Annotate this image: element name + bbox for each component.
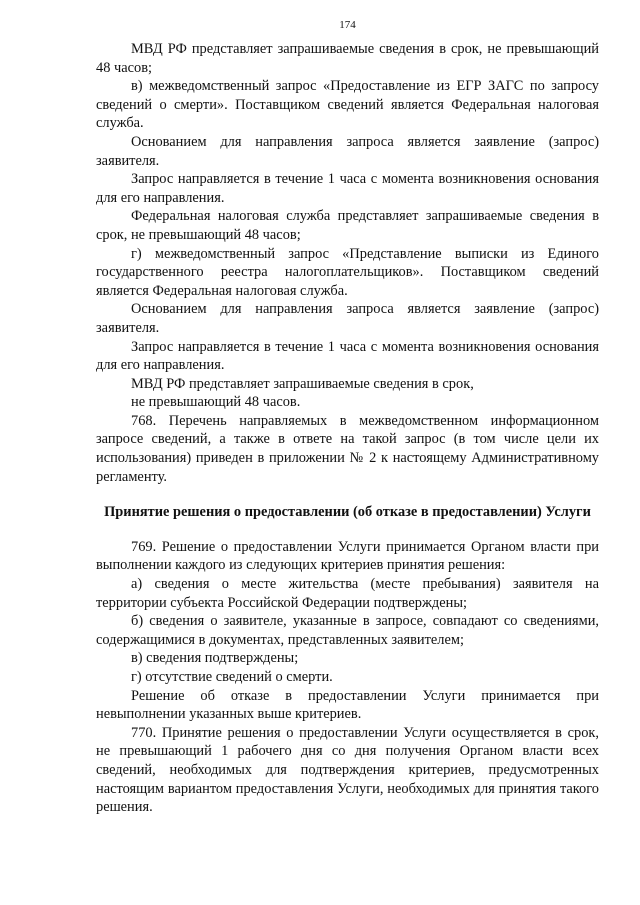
paragraph: Федеральная налоговая служба представляет запрашиваемые сведения в срок, не превышающий 48 часов; bbox=[96, 208, 599, 243]
paragraph: МВД РФ представляет запрашиваемые сведения в срок, не превышающий 48 часов; bbox=[96, 41, 599, 76]
paragraph: 770. Принятие решения о предоставлении Услуги осуществляется в срок, не превышающий 1 рабочего дня со дня получения Органом власти всех сведений, необходимых для подтверждения критериев, предусмотренных настоящим вариантом предоставления Услуги, необходимых для принятия такого решения. bbox=[96, 724, 599, 816]
paragraph: б) сведения о заявителе, указанные в запросе, совпадают со сведениями, содержащимися в документах, представленных заявителем; bbox=[96, 613, 599, 648]
paragraph: 769. Решение о предоставлении Услуги принимается Органом власти при выполнении каждого из следующих критериев принятия решения: bbox=[96, 538, 599, 574]
section-heading: Принятие решения о предоставлении (об отказе в предоставлении) Услуги bbox=[104, 504, 591, 521]
page-number: 174 bbox=[339, 19, 356, 31]
document-page bbox=[96, 18, 599, 817]
paragraph: Запрос направляется в течение 1 часа с момента возникновения основания для его направления. bbox=[96, 171, 599, 206]
paragraph: Решение об отказе в предоставлении Услуги принимается при невыполнении указанных выше критериев. bbox=[96, 687, 599, 723]
paragraph: в) сведения подтверждены; bbox=[131, 650, 299, 667]
paragraph: а) сведения о месте жительства (месте пребывания) заявителя на территории субъекта Российской Федерации подтверждены; bbox=[96, 576, 599, 611]
paragraph: Основанием для направления запроса является заявление (запрос) заявителя. bbox=[96, 301, 599, 336]
paragraph: 768. Перечень направляемых в межведомственном информационном запросе сведений, а также в ответе на такой запрос (в том числе цели их использования) приведен в приложении № 2 к настоящему Административному регламенту. bbox=[96, 412, 599, 485]
paragraph: Запрос направляется в течение 1 часа с момента возникновения основания для его направления. bbox=[96, 338, 599, 374]
paragraph: г) межведомственный запрос «Представление выписки из Единого государственного реестра налогоплательщиков». Поставщиком сведений является Федеральная налоговая служба. bbox=[96, 245, 599, 299]
paragraph: МВД РФ представляет запрашиваемые сведения в срок, bbox=[131, 375, 474, 392]
paragraph: в) межведомственный запрос «Предоставление из ЕГР ЗАГС по запросу сведений о смерти». Поставщиком сведений является Федеральная налоговая служба. bbox=[96, 78, 599, 132]
paragraph: г) отсутствие сведений о смерти. bbox=[131, 669, 333, 685]
paragraph: Основанием для направления запроса является заявление (запрос) заявителя. bbox=[96, 133, 599, 169]
paragraph: не превышающий 48 часов. bbox=[131, 394, 301, 411]
